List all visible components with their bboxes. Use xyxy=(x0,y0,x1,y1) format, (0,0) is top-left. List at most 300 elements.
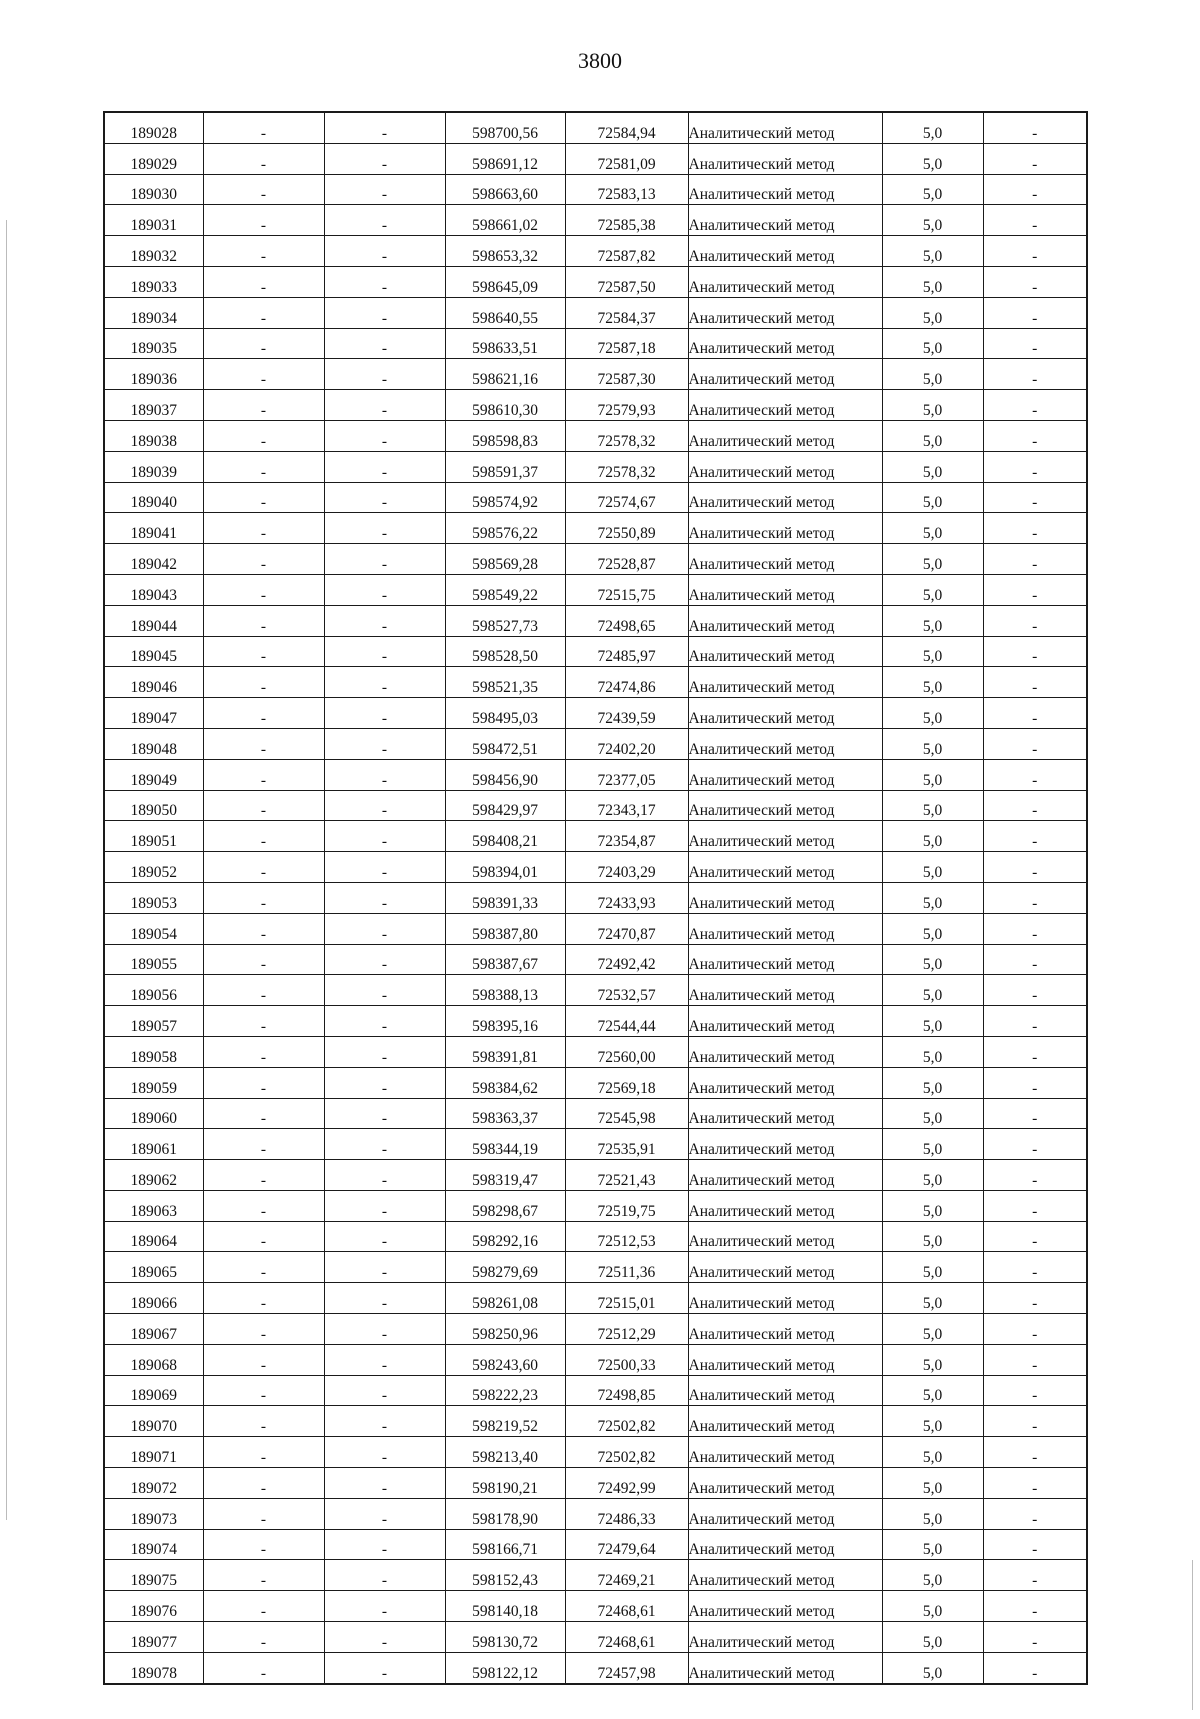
empty-dash-cell: - xyxy=(983,451,1087,482)
x-coordinate-cell: 598574,92 xyxy=(445,482,565,513)
empty-dash-cell: - xyxy=(983,205,1087,236)
empty-dash-cell: - xyxy=(203,266,324,297)
empty-dash-cell: - xyxy=(203,1314,324,1345)
empty-dash-cell: - xyxy=(983,1529,1087,1560)
accuracy-cell: 5,0 xyxy=(882,143,983,174)
x-coordinate-cell: 598528,50 xyxy=(445,636,565,667)
x-coordinate-cell: 598633,51 xyxy=(445,328,565,359)
empty-dash-cell: - xyxy=(983,913,1087,944)
empty-dash-cell: - xyxy=(203,1252,324,1283)
method-cell: Аналитический метод xyxy=(688,297,882,328)
empty-dash-cell: - xyxy=(203,790,324,821)
empty-dash-cell: - xyxy=(203,698,324,729)
y-coordinate-cell: 72511,36 xyxy=(565,1252,688,1283)
empty-dash-cell: - xyxy=(203,544,324,575)
point-number-cell: 189067 xyxy=(104,1314,203,1345)
empty-dash-cell: - xyxy=(203,1283,324,1314)
point-number-cell: 189069 xyxy=(104,1375,203,1406)
accuracy-cell: 5,0 xyxy=(882,698,983,729)
point-number-cell: 189040 xyxy=(104,482,203,513)
y-coordinate-cell: 72578,32 xyxy=(565,451,688,482)
x-coordinate-cell: 598700,56 xyxy=(445,112,565,143)
method-cell: Аналитический метод xyxy=(688,1652,882,1683)
table-row xyxy=(104,1160,1087,1191)
y-coordinate-cell: 72583,13 xyxy=(565,174,688,205)
empty-dash-cell: - xyxy=(324,1252,445,1283)
y-coordinate-cell: 72500,33 xyxy=(565,1344,688,1375)
table-row xyxy=(104,1098,1087,1129)
table-row xyxy=(104,420,1087,451)
empty-dash-cell: - xyxy=(983,1314,1087,1345)
accuracy-cell: 5,0 xyxy=(882,1190,983,1221)
y-coordinate-cell: 72498,65 xyxy=(565,605,688,636)
point-number-cell: 189044 xyxy=(104,605,203,636)
method-cell: Аналитический метод xyxy=(688,390,882,421)
empty-dash-cell: - xyxy=(324,975,445,1006)
point-number-cell: 189043 xyxy=(104,574,203,605)
y-coordinate-cell: 72528,87 xyxy=(565,544,688,575)
point-number-cell: 189059 xyxy=(104,1067,203,1098)
x-coordinate-cell: 598391,33 xyxy=(445,882,565,913)
empty-dash-cell: - xyxy=(324,143,445,174)
x-coordinate-cell: 598495,03 xyxy=(445,698,565,729)
method-cell: Аналитический метод xyxy=(688,698,882,729)
x-coordinate-cell: 598661,02 xyxy=(445,205,565,236)
method-cell: Аналитический метод xyxy=(688,1314,882,1345)
empty-dash-cell: - xyxy=(324,236,445,267)
empty-dash-cell: - xyxy=(324,1652,445,1683)
method-cell: Аналитический метод xyxy=(688,420,882,451)
table-row xyxy=(104,328,1087,359)
method-cell: Аналитический метод xyxy=(688,636,882,667)
table-row xyxy=(104,790,1087,821)
accuracy-cell: 5,0 xyxy=(882,328,983,359)
empty-dash-cell: - xyxy=(203,1221,324,1252)
empty-dash-cell: - xyxy=(203,143,324,174)
method-cell: Аналитический метод xyxy=(688,112,882,143)
y-coordinate-cell: 72502,82 xyxy=(565,1406,688,1437)
y-coordinate-cell: 72457,98 xyxy=(565,1652,688,1683)
method-cell: Аналитический метод xyxy=(688,852,882,883)
y-coordinate-cell: 72474,86 xyxy=(565,667,688,698)
accuracy-cell: 5,0 xyxy=(882,913,983,944)
empty-dash-cell: - xyxy=(324,1529,445,1560)
table-row xyxy=(104,1067,1087,1098)
empty-dash-cell: - xyxy=(203,297,324,328)
accuracy-cell: 5,0 xyxy=(882,1468,983,1499)
empty-dash-cell: - xyxy=(324,1498,445,1529)
empty-dash-cell: - xyxy=(203,390,324,421)
x-coordinate-cell: 598140,18 xyxy=(445,1591,565,1622)
method-cell: Аналитический метод xyxy=(688,359,882,390)
point-number-cell: 189077 xyxy=(104,1622,203,1653)
point-number-cell: 189053 xyxy=(104,882,203,913)
y-coordinate-cell: 72498,85 xyxy=(565,1375,688,1406)
accuracy-cell: 5,0 xyxy=(882,390,983,421)
method-cell: Аналитический метод xyxy=(688,513,882,544)
method-cell: Аналитический метод xyxy=(688,205,882,236)
y-coordinate-cell: 72581,09 xyxy=(565,143,688,174)
method-cell: Аналитический метод xyxy=(688,1437,882,1468)
y-coordinate-cell: 72519,75 xyxy=(565,1190,688,1221)
accuracy-cell: 5,0 xyxy=(882,1129,983,1160)
empty-dash-cell: - xyxy=(983,112,1087,143)
accuracy-cell: 5,0 xyxy=(882,1560,983,1591)
point-number-cell: 189073 xyxy=(104,1498,203,1529)
point-number-cell: 189054 xyxy=(104,913,203,944)
accuracy-cell: 5,0 xyxy=(882,790,983,821)
method-cell: Аналитический метод xyxy=(688,328,882,359)
method-cell: Аналитический метод xyxy=(688,236,882,267)
x-coordinate-cell: 598279,69 xyxy=(445,1252,565,1283)
scan-edge-right xyxy=(1192,1560,1193,1710)
empty-dash-cell: - xyxy=(324,1437,445,1468)
x-coordinate-cell: 598456,90 xyxy=(445,759,565,790)
empty-dash-cell: - xyxy=(203,1067,324,1098)
x-coordinate-cell: 598152,43 xyxy=(445,1560,565,1591)
empty-dash-cell: - xyxy=(324,913,445,944)
point-number-cell: 189052 xyxy=(104,852,203,883)
method-cell: Аналитический метод xyxy=(688,605,882,636)
empty-dash-cell: - xyxy=(983,236,1087,267)
point-number-cell: 189063 xyxy=(104,1190,203,1221)
y-coordinate-cell: 72569,18 xyxy=(565,1067,688,1098)
accuracy-cell: 5,0 xyxy=(882,1622,983,1653)
point-number-cell: 189032 xyxy=(104,236,203,267)
accuracy-cell: 5,0 xyxy=(882,574,983,605)
method-cell: Аналитический метод xyxy=(688,882,882,913)
empty-dash-cell: - xyxy=(983,482,1087,513)
table-row xyxy=(104,544,1087,575)
table-row xyxy=(104,821,1087,852)
table-row xyxy=(104,1283,1087,1314)
point-number-cell: 189046 xyxy=(104,667,203,698)
empty-dash-cell: - xyxy=(983,174,1087,205)
y-coordinate-cell: 72469,21 xyxy=(565,1560,688,1591)
table-row xyxy=(104,913,1087,944)
point-number-cell: 189039 xyxy=(104,451,203,482)
empty-dash-cell: - xyxy=(324,1468,445,1499)
table-row xyxy=(104,1652,1087,1683)
point-number-cell: 189030 xyxy=(104,174,203,205)
accuracy-cell: 5,0 xyxy=(882,728,983,759)
page-number: 3800 xyxy=(578,48,622,73)
accuracy-cell: 5,0 xyxy=(882,544,983,575)
method-cell: Аналитический метод xyxy=(688,1498,882,1529)
x-coordinate-cell: 598521,35 xyxy=(445,667,565,698)
accuracy-cell: 5,0 xyxy=(882,112,983,143)
point-number-cell: 189072 xyxy=(104,1468,203,1499)
point-number-cell: 189057 xyxy=(104,1006,203,1037)
empty-dash-cell: - xyxy=(983,297,1087,328)
accuracy-cell: 5,0 xyxy=(882,759,983,790)
point-number-cell: 189038 xyxy=(104,420,203,451)
empty-dash-cell: - xyxy=(324,1036,445,1067)
table-body xyxy=(104,112,1087,1684)
table-row xyxy=(104,205,1087,236)
method-cell: Аналитический метод xyxy=(688,1375,882,1406)
x-coordinate-cell: 598527,73 xyxy=(445,605,565,636)
method-cell: Аналитический метод xyxy=(688,1221,882,1252)
y-coordinate-cell: 72574,67 xyxy=(565,482,688,513)
y-coordinate-cell: 72585,38 xyxy=(565,205,688,236)
empty-dash-cell: - xyxy=(324,790,445,821)
method-cell: Аналитический метод xyxy=(688,1098,882,1129)
method-cell: Аналитический метод xyxy=(688,1529,882,1560)
empty-dash-cell: - xyxy=(203,1406,324,1437)
table-row xyxy=(104,1591,1087,1622)
point-number-cell: 189068 xyxy=(104,1344,203,1375)
empty-dash-cell: - xyxy=(983,636,1087,667)
empty-dash-cell: - xyxy=(203,1652,324,1683)
table-row xyxy=(104,1437,1087,1468)
method-cell: Аналитический метод xyxy=(688,1283,882,1314)
empty-dash-cell: - xyxy=(203,1190,324,1221)
y-coordinate-cell: 72515,75 xyxy=(565,574,688,605)
empty-dash-cell: - xyxy=(983,605,1087,636)
y-coordinate-cell: 72468,61 xyxy=(565,1591,688,1622)
table-row xyxy=(104,667,1087,698)
x-coordinate-cell: 598250,96 xyxy=(445,1314,565,1345)
x-coordinate-cell: 598408,21 xyxy=(445,821,565,852)
empty-dash-cell: - xyxy=(983,1252,1087,1283)
table-row xyxy=(104,605,1087,636)
y-coordinate-cell: 72486,33 xyxy=(565,1498,688,1529)
accuracy-cell: 5,0 xyxy=(882,1437,983,1468)
empty-dash-cell: - xyxy=(324,174,445,205)
method-cell: Аналитический метод xyxy=(688,1067,882,1098)
empty-dash-cell: - xyxy=(324,852,445,883)
empty-dash-cell: - xyxy=(983,1406,1087,1437)
empty-dash-cell: - xyxy=(203,728,324,759)
point-number-cell: 189029 xyxy=(104,143,203,174)
empty-dash-cell: - xyxy=(203,1006,324,1037)
x-coordinate-cell: 598569,28 xyxy=(445,544,565,575)
accuracy-cell: 5,0 xyxy=(882,1006,983,1037)
x-coordinate-cell: 598472,51 xyxy=(445,728,565,759)
accuracy-cell: 5,0 xyxy=(882,975,983,1006)
accuracy-cell: 5,0 xyxy=(882,821,983,852)
y-coordinate-cell: 72377,05 xyxy=(565,759,688,790)
x-coordinate-cell: 598610,30 xyxy=(445,390,565,421)
empty-dash-cell: - xyxy=(203,574,324,605)
table-row xyxy=(104,975,1087,1006)
empty-dash-cell: - xyxy=(983,143,1087,174)
empty-dash-cell: - xyxy=(324,1098,445,1129)
table-row xyxy=(104,1129,1087,1160)
point-number-cell: 189034 xyxy=(104,297,203,328)
empty-dash-cell: - xyxy=(203,759,324,790)
accuracy-cell: 5,0 xyxy=(882,451,983,482)
point-number-cell: 189045 xyxy=(104,636,203,667)
empty-dash-cell: - xyxy=(203,1591,324,1622)
empty-dash-cell: - xyxy=(203,420,324,451)
table-row xyxy=(104,1344,1087,1375)
x-coordinate-cell: 598319,47 xyxy=(445,1160,565,1191)
method-cell: Аналитический метод xyxy=(688,544,882,575)
empty-dash-cell: - xyxy=(983,1622,1087,1653)
point-number-cell: 189076 xyxy=(104,1591,203,1622)
accuracy-cell: 5,0 xyxy=(882,882,983,913)
accuracy-cell: 5,0 xyxy=(882,1098,983,1129)
empty-dash-cell: - xyxy=(203,328,324,359)
point-number-cell: 189060 xyxy=(104,1098,203,1129)
x-coordinate-cell: 598384,62 xyxy=(445,1067,565,1098)
empty-dash-cell: - xyxy=(324,759,445,790)
accuracy-cell: 5,0 xyxy=(882,636,983,667)
empty-dash-cell: - xyxy=(324,636,445,667)
empty-dash-cell: - xyxy=(324,1160,445,1191)
y-coordinate-cell: 72485,97 xyxy=(565,636,688,667)
empty-dash-cell: - xyxy=(203,174,324,205)
method-cell: Аналитический метод xyxy=(688,1622,882,1653)
x-coordinate-cell: 598178,90 xyxy=(445,1498,565,1529)
empty-dash-cell: - xyxy=(324,1591,445,1622)
table-row xyxy=(104,143,1087,174)
empty-dash-cell: - xyxy=(203,975,324,1006)
empty-dash-cell: - xyxy=(324,667,445,698)
accuracy-cell: 5,0 xyxy=(882,1498,983,1529)
accuracy-cell: 5,0 xyxy=(882,1283,983,1314)
empty-dash-cell: - xyxy=(203,1375,324,1406)
table-row xyxy=(104,1036,1087,1067)
empty-dash-cell: - xyxy=(324,698,445,729)
table-row xyxy=(104,359,1087,390)
y-coordinate-cell: 72439,59 xyxy=(565,698,688,729)
accuracy-cell: 5,0 xyxy=(882,1252,983,1283)
accuracy-cell: 5,0 xyxy=(882,605,983,636)
x-coordinate-cell: 598640,55 xyxy=(445,297,565,328)
point-number-cell: 189051 xyxy=(104,821,203,852)
table-row xyxy=(104,451,1087,482)
x-coordinate-cell: 598363,37 xyxy=(445,1098,565,1129)
empty-dash-cell: - xyxy=(324,266,445,297)
point-number-cell: 189028 xyxy=(104,112,203,143)
method-cell: Аналитический метод xyxy=(688,574,882,605)
empty-dash-cell: - xyxy=(983,698,1087,729)
empty-dash-cell: - xyxy=(983,1283,1087,1314)
empty-dash-cell: - xyxy=(324,1067,445,1098)
empty-dash-cell: - xyxy=(324,1129,445,1160)
empty-dash-cell: - xyxy=(324,882,445,913)
accuracy-cell: 5,0 xyxy=(882,1314,983,1345)
point-number-cell: 189062 xyxy=(104,1160,203,1191)
empty-dash-cell: - xyxy=(203,513,324,544)
method-cell: Аналитический метод xyxy=(688,1129,882,1160)
empty-dash-cell: - xyxy=(324,390,445,421)
method-cell: Аналитический метод xyxy=(688,1591,882,1622)
point-number-cell: 189050 xyxy=(104,790,203,821)
y-coordinate-cell: 72584,37 xyxy=(565,297,688,328)
y-coordinate-cell: 72560,00 xyxy=(565,1036,688,1067)
table-row xyxy=(104,1375,1087,1406)
empty-dash-cell: - xyxy=(983,1160,1087,1191)
method-cell: Аналитический метод xyxy=(688,944,882,975)
y-coordinate-cell: 72535,91 xyxy=(565,1129,688,1160)
empty-dash-cell: - xyxy=(203,882,324,913)
point-number-cell: 189048 xyxy=(104,728,203,759)
empty-dash-cell: - xyxy=(983,852,1087,883)
x-coordinate-cell: 598292,16 xyxy=(445,1221,565,1252)
empty-dash-cell: - xyxy=(983,1036,1087,1067)
y-coordinate-cell: 72479,64 xyxy=(565,1529,688,1560)
y-coordinate-cell: 72587,50 xyxy=(565,266,688,297)
y-coordinate-cell: 72468,61 xyxy=(565,1622,688,1653)
x-coordinate-cell: 598598,83 xyxy=(445,420,565,451)
table-row xyxy=(104,513,1087,544)
accuracy-cell: 5,0 xyxy=(882,513,983,544)
point-number-cell: 189033 xyxy=(104,266,203,297)
empty-dash-cell: - xyxy=(983,1067,1087,1098)
method-cell: Аналитический метод xyxy=(688,790,882,821)
point-number-cell: 189070 xyxy=(104,1406,203,1437)
table-row xyxy=(104,1622,1087,1653)
coordinates-table xyxy=(103,111,1088,1685)
empty-dash-cell: - xyxy=(983,975,1087,1006)
empty-dash-cell: - xyxy=(203,359,324,390)
point-number-cell: 189031 xyxy=(104,205,203,236)
x-coordinate-cell: 598691,12 xyxy=(445,143,565,174)
empty-dash-cell: - xyxy=(203,112,324,143)
method-cell: Аналитический метод xyxy=(688,1190,882,1221)
empty-dash-cell: - xyxy=(324,328,445,359)
x-coordinate-cell: 598344,19 xyxy=(445,1129,565,1160)
x-coordinate-cell: 598653,32 xyxy=(445,236,565,267)
x-coordinate-cell: 598663,60 xyxy=(445,174,565,205)
x-coordinate-cell: 598391,81 xyxy=(445,1036,565,1067)
accuracy-cell: 5,0 xyxy=(882,1652,983,1683)
point-number-cell: 189064 xyxy=(104,1221,203,1252)
point-number-cell: 189049 xyxy=(104,759,203,790)
y-coordinate-cell: 72343,17 xyxy=(565,790,688,821)
method-cell: Аналитический метод xyxy=(688,1560,882,1591)
empty-dash-cell: - xyxy=(983,667,1087,698)
table-row xyxy=(104,882,1087,913)
x-coordinate-cell: 598190,21 xyxy=(445,1468,565,1499)
method-cell: Аналитический метод xyxy=(688,451,882,482)
x-coordinate-cell: 598298,67 xyxy=(445,1190,565,1221)
method-cell: Аналитический метод xyxy=(688,143,882,174)
accuracy-cell: 5,0 xyxy=(882,667,983,698)
method-cell: Аналитический метод xyxy=(688,728,882,759)
empty-dash-cell: - xyxy=(324,205,445,236)
table-row xyxy=(104,759,1087,790)
empty-dash-cell: - xyxy=(203,205,324,236)
x-coordinate-cell: 598591,37 xyxy=(445,451,565,482)
method-cell: Аналитический метод xyxy=(688,1252,882,1283)
table-row xyxy=(104,636,1087,667)
empty-dash-cell: - xyxy=(324,821,445,852)
empty-dash-cell: - xyxy=(324,297,445,328)
y-coordinate-cell: 72470,87 xyxy=(565,913,688,944)
empty-dash-cell: - xyxy=(983,1468,1087,1499)
accuracy-cell: 5,0 xyxy=(882,482,983,513)
empty-dash-cell: - xyxy=(203,236,324,267)
empty-dash-cell: - xyxy=(983,390,1087,421)
point-number-cell: 189066 xyxy=(104,1283,203,1314)
method-cell: Аналитический метод xyxy=(688,482,882,513)
y-coordinate-cell: 72354,87 xyxy=(565,821,688,852)
empty-dash-cell: - xyxy=(324,420,445,451)
empty-dash-cell: - xyxy=(203,1160,324,1191)
y-coordinate-cell: 72550,89 xyxy=(565,513,688,544)
empty-dash-cell: - xyxy=(324,1406,445,1437)
accuracy-cell: 5,0 xyxy=(882,297,983,328)
empty-dash-cell: - xyxy=(324,728,445,759)
point-number-cell: 189071 xyxy=(104,1437,203,1468)
y-coordinate-cell: 72521,43 xyxy=(565,1160,688,1191)
table-row xyxy=(104,1190,1087,1221)
